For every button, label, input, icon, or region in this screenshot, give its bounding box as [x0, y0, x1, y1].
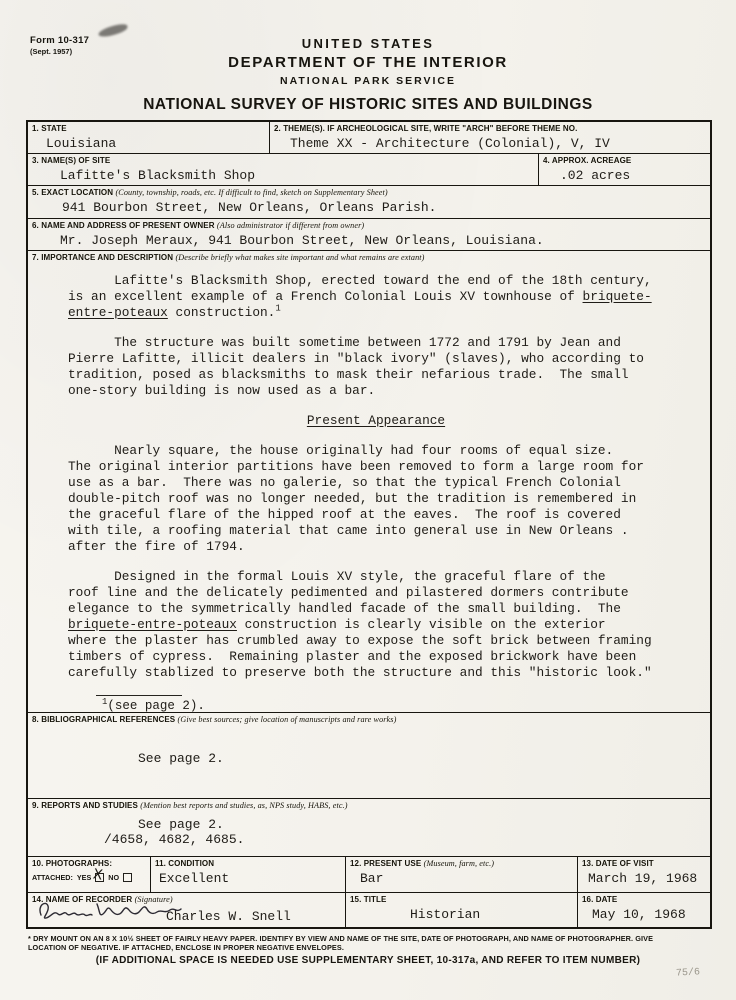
bibliography-label: [32, 715, 706, 725]
no-label: NO: [108, 873, 120, 882]
present-use-label: [350, 859, 573, 869]
title-label: 15. TITLE: [350, 895, 387, 904]
importance-label-note: (Describe briefly what makes site important and what remains are extant): [175, 253, 425, 262]
description-footnote: $^1$(see page 2).: [102, 696, 205, 712]
date-label: 16. DATE: [582, 895, 618, 904]
photo-mounting-note: [28, 934, 712, 952]
row-location: [28, 186, 710, 219]
row-recorder: [28, 893, 710, 927]
description-line: one-story building is now used as a bar.: [68, 383, 376, 398]
date-of-visit-value: March 19, 1968: [588, 871, 698, 886]
bibliography-label-note: (Give best sources; give location of manuscripts and rare works): [177, 715, 397, 724]
field-bibliography: [28, 713, 710, 798]
description-line: elegance to the symmetrically handled facade of the small building. The: [68, 601, 621, 616]
acreage-value: .02 acres: [560, 168, 631, 183]
reports-label-note: (Mention best reports and studies, as, NPS study, HABS, etc.): [140, 801, 348, 810]
owner-label-text: 6. NAME AND ADDRESS OF PRESENT OWNER: [32, 221, 215, 230]
field-state: [28, 122, 270, 153]
description-paragraph: [68, 273, 684, 321]
document-title: NATIONAL SURVEY OF HISTORIC SITES AND BUILDINGS: [143, 96, 593, 113]
field-date-of-visit: [578, 857, 710, 892]
importance-label-text: 7. IMPORTANCE AND DESCRIPTION: [32, 253, 174, 262]
reports-value: See page 2.: [138, 817, 224, 832]
header-department-of-interior: DEPARTMENT OF THE INTERIOR: [228, 54, 508, 71]
description-line: entre-poteaux construction.$^1$: [68, 303, 281, 320]
reports-label-text: 9. REPORTS AND STUDIES: [32, 801, 138, 810]
site-name-label: 3. NAME(S) OF SITE: [32, 156, 111, 165]
description-line: The original interior partitions have been removed to form a large room for: [68, 459, 644, 474]
present-use-value: Bar: [360, 871, 384, 886]
owner-value: Mr. Joseph Meraux, 941 Bourbon Street, New Orleans, Louisiana.: [60, 233, 544, 248]
field-recorder: [28, 893, 346, 927]
date-of-visit-label: 13. DATE OF VISIT: [582, 859, 654, 868]
field-photographs: [28, 857, 151, 892]
description-line: briquete-entre-poteaux construction is clearly visible on the exterior: [68, 617, 606, 632]
header-united-states: UNITED STATES: [301, 36, 435, 51]
field-title: [346, 893, 578, 927]
bibliography-label-text: 8. BIBLIOGRAPHICAL REFERENCES: [32, 715, 176, 724]
field-present-use: [346, 857, 578, 892]
field-location: [28, 186, 710, 218]
theme-value: Theme XX - Architecture (Colonial), V, IV: [290, 136, 610, 151]
attached-label: ATTACHED:: [32, 873, 73, 882]
field-theme: [270, 122, 710, 153]
form-revision-date: (Sept. 1957): [30, 47, 73, 56]
reports-numbers-value: /4658, 4682, 4685.: [104, 832, 245, 847]
field-reports: [28, 799, 710, 856]
row-reports: [28, 799, 710, 857]
description-line: use as a bar. There was no galerie, so that the typical French Colonial: [68, 475, 621, 490]
description-paragraph: [68, 569, 684, 681]
description-line: where the plaster has crumbled away to expose the soft brick between framing: [68, 633, 652, 648]
acreage-label: 4. APPROX. ACREAGE: [543, 156, 632, 165]
date-value: May 10, 1968: [592, 907, 686, 922]
document-header: [0, 36, 736, 114]
description-line: double-pitch roof was no longer needed, but the tradition is remembered in: [68, 491, 637, 506]
yes-label: YES: [76, 873, 92, 882]
recorder-label-text: 14. NAME OF RECORDER: [32, 895, 133, 904]
recorder-label-note: (Signature): [134, 895, 173, 904]
photographs-no-checkbox[interactable]: [123, 873, 132, 882]
row-photo-condition: [28, 857, 710, 893]
header-national-park-service: NATIONAL PARK SERVICE: [280, 75, 456, 87]
bibliography-value: See page 2.: [138, 751, 224, 766]
condition-value: Excellent: [159, 871, 230, 886]
description-line: roof line and the delicately pedimented and pilastered dormers contribute: [68, 585, 629, 600]
page-pencil-mark: 75/6: [675, 967, 701, 980]
field-condition: [151, 857, 346, 892]
supplementary-sheet-note: (IF ADDITIONAL SPACE IS NEEDED USE SUPPLEMENTARY SHEET, 10-317a, AND REFER TO ITEM NUMBER): [95, 955, 641, 966]
owner-label: [32, 221, 706, 231]
site-name-value: Lafitte's Blacksmith Shop: [60, 168, 256, 183]
description-body: [32, 273, 706, 712]
location-value: 941 Bourbon Street, New Orleans, Orleans Parish.: [62, 200, 437, 215]
photo-mounting-note-line1: * DRY MOUNT ON AN 8 X 10½ SHEET OF FAIRLY HEAVY PAPER. IDENTIFY BY VIEW AND NAME OF THE SITE, DATE OF PHOTOGRAPH, AND NAME OF PHOTOGRAPHER. GIVE: [28, 934, 654, 943]
location-label-text: 5. EXACT LOCATION: [32, 188, 114, 197]
row-site-acreage: [28, 154, 710, 186]
condition-label: 11. CONDITION: [155, 859, 215, 868]
reports-label: [32, 801, 706, 811]
recorder-typed-name: Charles W. Snell: [166, 909, 291, 924]
row-owner: [28, 219, 710, 251]
state-label: 1. STATE: [32, 124, 67, 133]
row-state-theme: [28, 122, 710, 154]
field-acreage: [539, 154, 710, 185]
description-line: tradition, posed as blacksmiths to mask their nefarious trade. The small: [68, 367, 629, 382]
description-line: Designed in the formal Louis XV style, the graceful flare of the: [68, 569, 606, 584]
state-value: Louisiana: [46, 136, 117, 151]
field-importance: [28, 251, 710, 712]
description-line: after the fire of 1794.: [68, 539, 245, 554]
description-line: The structure was built sometime between 1772 and 1791 by Jean and: [68, 335, 621, 350]
description-line: the graceful flare of the hipped roof at the eaves. The roof is covered: [68, 507, 621, 522]
photographs-attached-line: [32, 866, 146, 884]
description-line: is an excellent example of a French Colonial Louis XV townhouse of briquete-: [68, 289, 652, 304]
description-line: Lafitte's Blacksmith Shop, erected toward the end of the 18th century,: [68, 273, 652, 288]
field-date: [578, 893, 710, 927]
photographs-yes-checkbox[interactable]: [92, 866, 105, 884]
footnote-rule: [96, 695, 182, 696]
title-value: Historian: [410, 907, 481, 922]
present-use-label-text: 12. PRESENT USE: [350, 859, 422, 868]
description-line: with tile, a roofing material that came into general use in New Orleans .: [68, 523, 629, 538]
theme-label: 2. THEME(S). IF ARCHEOLOGICAL SITE, WRITE "ARCH" BEFORE THEME NO.: [274, 124, 578, 133]
field-site-name: [28, 154, 539, 185]
photo-mounting-note-line2: LOCATION OF NEGATIVE. IF ATTACHED, ENCLOSE IN PROPER NEGATIVE ENVELOPES.: [28, 943, 344, 952]
field-owner: [28, 219, 710, 250]
description-line: timbers of cypress. Remaining plaster and the exposed brickwork have been: [68, 649, 637, 664]
description-heading: Present Appearance: [306, 413, 446, 428]
form-number: Form 10-317: [30, 35, 90, 46]
row-importance: [28, 251, 710, 713]
importance-label: [32, 253, 706, 263]
description-line: Pierre Lafitte, illicit dealers in "black ivory" (slaves), who according to: [68, 351, 644, 366]
form-table: [26, 120, 712, 929]
present-use-label-note: (Museum, farm, etc.): [423, 859, 495, 868]
description-line: Nearly square, the house originally had four rooms of equal size.: [68, 443, 614, 458]
photographs-label: 10. PHOTOGRAPHS:: [32, 859, 113, 868]
description-paragraph: [68, 443, 684, 555]
location-label: [32, 188, 706, 198]
recorder-signature: [33, 898, 183, 924]
location-label-note: (County, township, roads, etc. If difficult to find, sketch on Supplementary Sheet): [115, 188, 388, 197]
description-line: carefully stablized to preserve both the structure and this "historic look.": [68, 665, 652, 680]
yes-check-x-mark: X: [92, 866, 105, 884]
description-paragraph: [68, 335, 684, 399]
row-bibliography: [28, 713, 710, 799]
owner-label-note: (Also administrator if different from owner): [216, 221, 365, 230]
